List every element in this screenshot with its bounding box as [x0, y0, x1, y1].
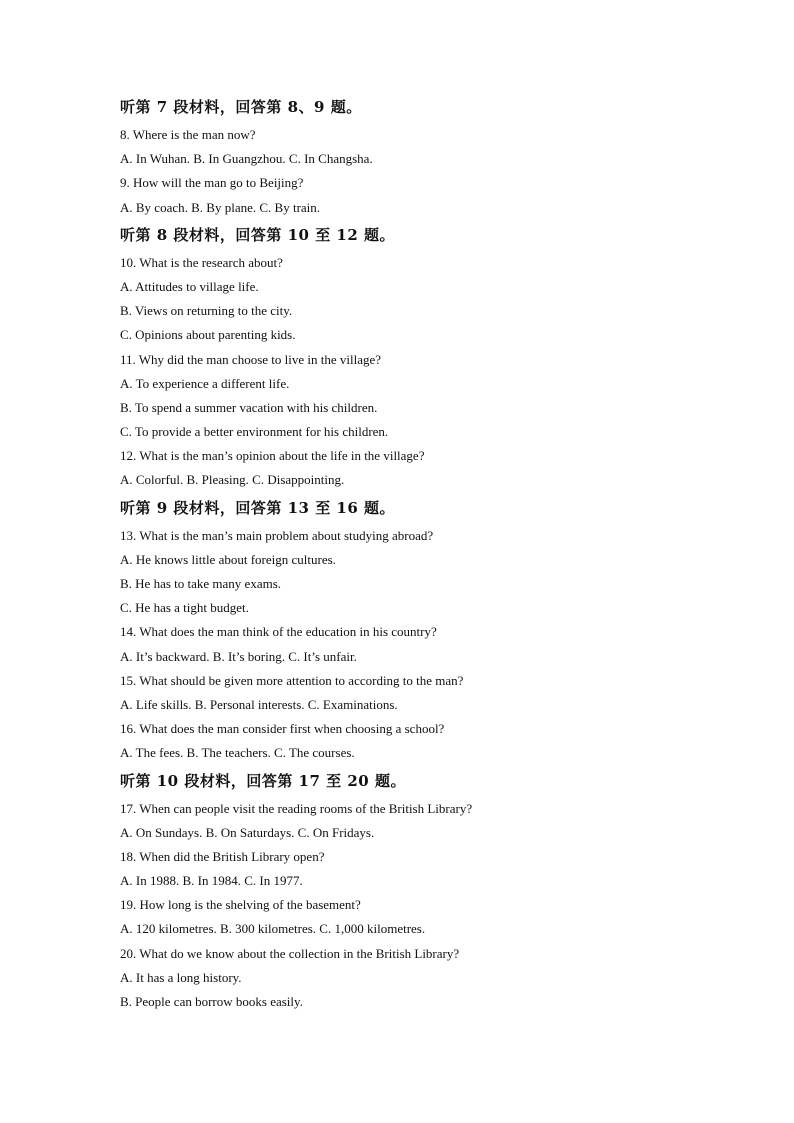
question-line: 20. What do we know about the collection in the British Library? [120, 945, 460, 961]
options-line: A. On Sundays. B. On Saturdays. C. On Fridays. [120, 824, 375, 840]
question-line: 11. Why did the man choose to live in the village? [120, 351, 382, 367]
question-line: 14. What does the man think of the education in his country? [120, 624, 437, 640]
question-line: 12. What is the man’s opinion about the life in the village? [120, 448, 425, 464]
question-line: 9. How will the man go to Beijing? [120, 175, 304, 191]
question-line: 16. What does the man consider first when choosing a school? [120, 721, 445, 737]
options-line: A. In 1988. B. In 1984. C. In 1977. [120, 873, 303, 889]
section-7 [120, 92, 740, 220]
options-line: A. Colorful. B. Pleasing. C. Disappointing. [120, 472, 345, 488]
options-line: A. Attitudes to village life. [120, 278, 259, 294]
options-line: A. To experience a different life. [120, 375, 290, 391]
section-heading: 听第 8 段材料，回答第 10 至 12 题。 [120, 225, 396, 244]
options-line: A. 120 kilometres. B. 300 kilometres. C. 1,000 kilometres. [120, 921, 426, 937]
question-line: 17. When can people visit the reading rooms of the British Library? [120, 800, 473, 816]
section-heading: 听第 9 段材料，回答第 13 至 16 题。 [120, 498, 396, 517]
question-line: 8. Where is the man now? [120, 127, 256, 142]
options-line: A. The fees. B. The teachers. C. The courses. [120, 745, 355, 761]
options-line: A. It has a long history. [120, 969, 242, 985]
options-line: B. Views on returning to the city. [120, 303, 293, 319]
question-line: 10. What is the research about? [120, 254, 283, 270]
options-line: A. Life skills. B. Personal interests. C. Examinations. [120, 696, 398, 712]
question-line: 19. How long is the shelving of the basement? [120, 897, 361, 913]
options-line: B. People can borrow books easily. [120, 994, 303, 1009]
document-page [120, 92, 740, 1014]
options-line: B. To spend a summer vacation with his children. [120, 399, 378, 415]
options-line: A. In Wuhan. B. In Guangzhou. C. In Changsha. [120, 151, 373, 167]
options-line: A. He knows little about foreign cultures. [120, 551, 336, 567]
question-line: 18. When did the British Library open? [120, 848, 325, 864]
options-line: C. Opinions about parenting kids. [120, 327, 296, 343]
section-10 [120, 766, 740, 1015]
options-line: A. It’s backward. B. It’s boring. C. It’s unfair. [120, 648, 357, 664]
section-9 [120, 493, 740, 766]
section-heading: 听第 7 段材料，回答第 8、9 题。 [120, 98, 362, 116]
question-line: 15. What should be given more attention to according to the man? [120, 672, 464, 688]
section-8 [120, 220, 740, 493]
options-line: C. To provide a better environment for his children. [120, 424, 389, 440]
options-line: A. By coach. B. By plane. C. By train. [120, 199, 321, 215]
options-line: C. He has a tight budget. [120, 600, 249, 616]
options-line: B. He has to take many exams. [120, 576, 282, 591]
question-line: 13. What is the man’s main problem about studying abroad? [120, 527, 434, 543]
section-heading: 听第 10 段材料，回答第 17 至 20 题。 [120, 771, 406, 790]
